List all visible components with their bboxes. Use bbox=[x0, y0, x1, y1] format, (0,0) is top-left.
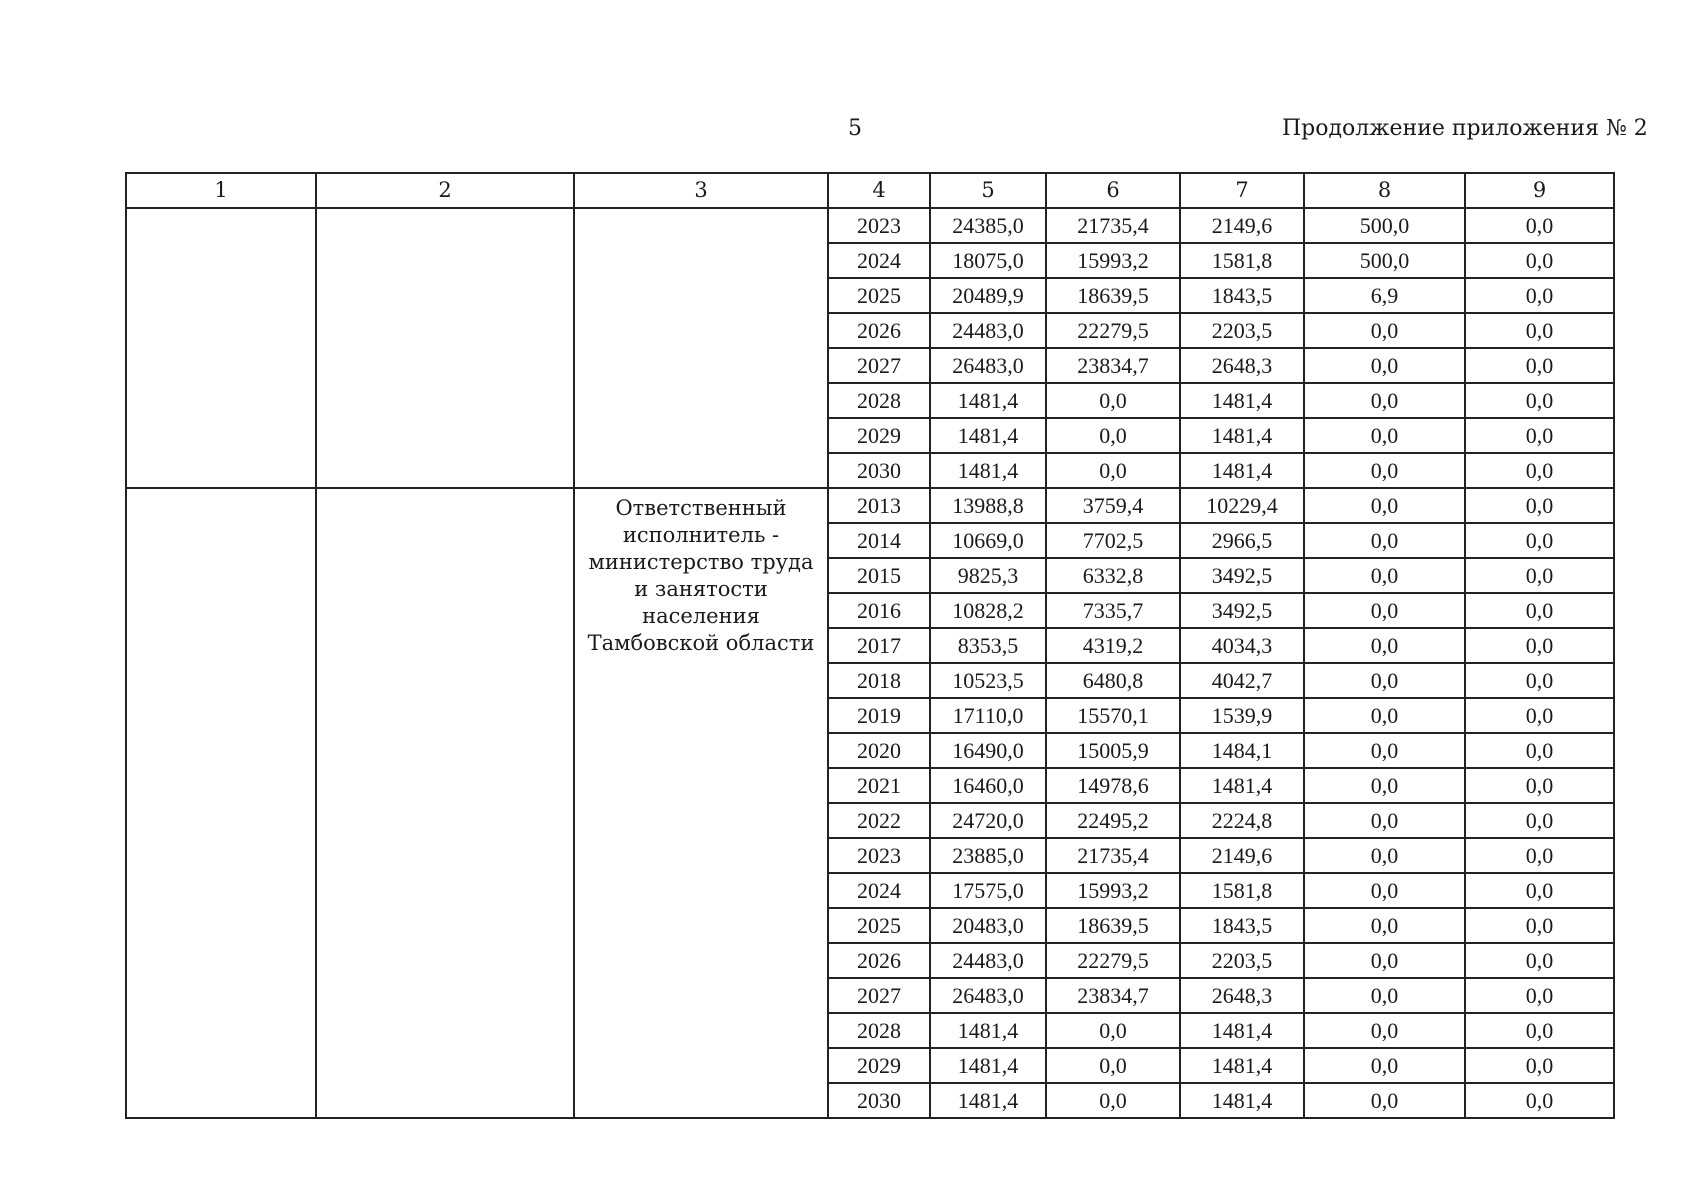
value-cell: 18639,5 bbox=[1046, 908, 1180, 943]
value-cell: 2149,6 bbox=[1180, 838, 1304, 873]
value-cell: 4034,3 bbox=[1180, 628, 1304, 663]
value-cell: 0,0 bbox=[1046, 1013, 1180, 1048]
value-cell: 0,0 bbox=[1304, 628, 1465, 663]
value-cell: 0,0 bbox=[1304, 488, 1465, 523]
value-cell: 2149,6 bbox=[1180, 208, 1304, 243]
value-cell: 0,0 bbox=[1465, 663, 1614, 698]
year-cell: 2028 bbox=[828, 1013, 930, 1048]
value-cell: 0,0 bbox=[1304, 768, 1465, 803]
value-cell: 15993,2 bbox=[1046, 243, 1180, 278]
year-cell: 2022 bbox=[828, 803, 930, 838]
value-cell: 0,0 bbox=[1046, 418, 1180, 453]
value-cell: 22279,5 bbox=[1046, 313, 1180, 348]
value-cell: 0,0 bbox=[1465, 208, 1614, 243]
value-cell: 16490,0 bbox=[930, 733, 1046, 768]
budget-table bbox=[125, 172, 1615, 1119]
value-cell: 1581,8 bbox=[1180, 243, 1304, 278]
value-cell: 0,0 bbox=[1304, 873, 1465, 908]
value-cell: 1843,5 bbox=[1180, 278, 1304, 313]
value-cell: 0,0 bbox=[1304, 943, 1465, 978]
value-cell: 2224,8 bbox=[1180, 803, 1304, 838]
value-cell: 15005,9 bbox=[1046, 733, 1180, 768]
value-cell: 1481,4 bbox=[930, 453, 1046, 488]
value-cell: 24385,0 bbox=[930, 208, 1046, 243]
value-cell: 0,0 bbox=[1465, 593, 1614, 628]
value-cell: 1481,4 bbox=[930, 1083, 1046, 1118]
year-cell: 2025 bbox=[828, 278, 930, 313]
column-header: 9 bbox=[1465, 173, 1614, 208]
value-cell: 2203,5 bbox=[1180, 313, 1304, 348]
value-cell: 0,0 bbox=[1465, 488, 1614, 523]
empty-merged-cell bbox=[126, 208, 316, 488]
value-cell: 0,0 bbox=[1304, 698, 1465, 733]
table-body bbox=[126, 208, 1614, 1118]
value-cell: 500,0 bbox=[1304, 243, 1465, 278]
value-cell: 0,0 bbox=[1304, 733, 1465, 768]
value-cell: 0,0 bbox=[1465, 313, 1614, 348]
value-cell: 23834,7 bbox=[1046, 978, 1180, 1013]
value-cell: 2648,3 bbox=[1180, 348, 1304, 383]
column-header: 6 bbox=[1046, 173, 1180, 208]
value-cell: 0,0 bbox=[1465, 243, 1614, 278]
responsible-executor-cell: Ответственный исполнитель - министерство труда и занятости населения Тамбовской области bbox=[574, 488, 828, 1118]
value-cell: 2203,5 bbox=[1180, 943, 1304, 978]
empty-merged-cell bbox=[316, 488, 574, 1118]
column-header: 5 bbox=[930, 173, 1046, 208]
value-cell: 10669,0 bbox=[930, 523, 1046, 558]
year-cell: 2030 bbox=[828, 1083, 930, 1118]
year-cell: 2023 bbox=[828, 208, 930, 243]
value-cell: 0,0 bbox=[1465, 628, 1614, 663]
value-cell: 0,0 bbox=[1465, 908, 1614, 943]
value-cell: 0,0 bbox=[1304, 418, 1465, 453]
empty-merged-cell bbox=[316, 208, 574, 488]
value-cell: 3759,4 bbox=[1046, 488, 1180, 523]
value-cell: 1843,5 bbox=[1180, 908, 1304, 943]
year-cell: 2026 bbox=[828, 943, 930, 978]
year-cell: 2029 bbox=[828, 1048, 930, 1083]
column-header: 1 bbox=[126, 173, 316, 208]
value-cell: 16460,0 bbox=[930, 768, 1046, 803]
empty-merged-cell bbox=[574, 208, 828, 488]
value-cell: 6480,8 bbox=[1046, 663, 1180, 698]
value-cell: 24720,0 bbox=[930, 803, 1046, 838]
value-cell: 0,0 bbox=[1465, 1083, 1614, 1118]
value-cell: 0,0 bbox=[1304, 593, 1465, 628]
value-cell: 1481,4 bbox=[1180, 453, 1304, 488]
value-cell: 6332,8 bbox=[1046, 558, 1180, 593]
value-cell: 4042,7 bbox=[1180, 663, 1304, 698]
value-cell: 0,0 bbox=[1304, 383, 1465, 418]
value-cell: 1481,4 bbox=[1180, 768, 1304, 803]
column-header: 4 bbox=[828, 173, 930, 208]
year-cell: 2021 bbox=[828, 768, 930, 803]
year-cell: 2019 bbox=[828, 698, 930, 733]
value-cell: 6,9 bbox=[1304, 278, 1465, 313]
table-row bbox=[126, 488, 1614, 523]
value-cell: 0,0 bbox=[1304, 838, 1465, 873]
column-header: 3 bbox=[574, 173, 828, 208]
value-cell: 0,0 bbox=[1465, 768, 1614, 803]
value-cell: 18075,0 bbox=[930, 243, 1046, 278]
value-cell: 21735,4 bbox=[1046, 208, 1180, 243]
value-cell: 10828,2 bbox=[930, 593, 1046, 628]
value-cell: 1481,4 bbox=[930, 383, 1046, 418]
value-cell: 3492,5 bbox=[1180, 593, 1304, 628]
value-cell: 1484,1 bbox=[1180, 733, 1304, 768]
value-cell: 23885,0 bbox=[930, 838, 1046, 873]
value-cell: 1581,8 bbox=[1180, 873, 1304, 908]
page-number: 5 bbox=[848, 116, 863, 141]
value-cell: 23834,7 bbox=[1046, 348, 1180, 383]
value-cell: 1481,4 bbox=[1180, 383, 1304, 418]
value-cell: 0,0 bbox=[1304, 978, 1465, 1013]
value-cell: 0,0 bbox=[1304, 803, 1465, 838]
year-cell: 2028 bbox=[828, 383, 930, 418]
value-cell: 24483,0 bbox=[930, 313, 1046, 348]
value-cell: 1481,4 bbox=[930, 418, 1046, 453]
value-cell: 4319,2 bbox=[1046, 628, 1180, 663]
value-cell: 8353,5 bbox=[930, 628, 1046, 663]
value-cell: 0,0 bbox=[1046, 453, 1180, 488]
year-cell: 2023 bbox=[828, 838, 930, 873]
table-row bbox=[126, 208, 1614, 243]
value-cell: 0,0 bbox=[1304, 1013, 1465, 1048]
value-cell: 1481,4 bbox=[1180, 1013, 1304, 1048]
value-cell: 0,0 bbox=[1304, 1083, 1465, 1118]
value-cell: 17110,0 bbox=[930, 698, 1046, 733]
value-cell: 0,0 bbox=[1465, 558, 1614, 593]
value-cell: 24483,0 bbox=[930, 943, 1046, 978]
value-cell: 0,0 bbox=[1465, 943, 1614, 978]
value-cell: 20489,9 bbox=[930, 278, 1046, 313]
value-cell: 0,0 bbox=[1304, 908, 1465, 943]
value-cell: 0,0 bbox=[1304, 523, 1465, 558]
value-cell: 0,0 bbox=[1465, 523, 1614, 558]
value-cell: 0,0 bbox=[1465, 1048, 1614, 1083]
value-cell: 1539,9 bbox=[1180, 698, 1304, 733]
value-cell: 0,0 bbox=[1465, 383, 1614, 418]
value-cell: 500,0 bbox=[1304, 208, 1465, 243]
value-cell: 0,0 bbox=[1304, 558, 1465, 593]
value-cell: 7335,7 bbox=[1046, 593, 1180, 628]
value-cell: 10229,4 bbox=[1180, 488, 1304, 523]
value-cell: 14978,6 bbox=[1046, 768, 1180, 803]
year-cell: 2013 bbox=[828, 488, 930, 523]
value-cell: 15993,2 bbox=[1046, 873, 1180, 908]
value-cell: 9825,3 bbox=[930, 558, 1046, 593]
value-cell: 26483,0 bbox=[930, 978, 1046, 1013]
value-cell: 0,0 bbox=[1304, 1048, 1465, 1083]
year-cell: 2030 bbox=[828, 453, 930, 488]
value-cell: 22495,2 bbox=[1046, 803, 1180, 838]
value-cell: 0,0 bbox=[1465, 1013, 1614, 1048]
year-cell: 2024 bbox=[828, 243, 930, 278]
value-cell: 0,0 bbox=[1046, 383, 1180, 418]
year-cell: 2016 bbox=[828, 593, 930, 628]
value-cell: 0,0 bbox=[1046, 1083, 1180, 1118]
value-cell: 17575,0 bbox=[930, 873, 1046, 908]
column-header: 7 bbox=[1180, 173, 1304, 208]
year-cell: 2027 bbox=[828, 348, 930, 383]
value-cell: 1481,4 bbox=[930, 1013, 1046, 1048]
value-cell: 0,0 bbox=[1304, 348, 1465, 383]
year-cell: 2026 bbox=[828, 313, 930, 348]
value-cell: 0,0 bbox=[1465, 418, 1614, 453]
column-header: 8 bbox=[1304, 173, 1465, 208]
year-cell: 2015 bbox=[828, 558, 930, 593]
year-cell: 2029 bbox=[828, 418, 930, 453]
year-cell: 2020 bbox=[828, 733, 930, 768]
value-cell: 0,0 bbox=[1304, 313, 1465, 348]
value-cell: 18639,5 bbox=[1046, 278, 1180, 313]
year-cell: 2014 bbox=[828, 523, 930, 558]
value-cell: 1481,4 bbox=[1180, 418, 1304, 453]
value-cell: 3492,5 bbox=[1180, 558, 1304, 593]
value-cell: 0,0 bbox=[1465, 978, 1614, 1013]
value-cell: 0,0 bbox=[1046, 1048, 1180, 1083]
value-cell: 0,0 bbox=[1465, 453, 1614, 488]
year-cell: 2025 bbox=[828, 908, 930, 943]
value-cell: 0,0 bbox=[1465, 698, 1614, 733]
value-cell: 2648,3 bbox=[1180, 978, 1304, 1013]
value-cell: 0,0 bbox=[1465, 803, 1614, 838]
appendix-continuation-note: Продолжение приложения № 2 bbox=[1282, 116, 1648, 141]
value-cell: 1481,4 bbox=[1180, 1083, 1304, 1118]
value-cell: 0,0 bbox=[1465, 873, 1614, 908]
value-cell: 1481,4 bbox=[930, 1048, 1046, 1083]
year-cell: 2018 bbox=[828, 663, 930, 698]
year-cell: 2027 bbox=[828, 978, 930, 1013]
value-cell: 0,0 bbox=[1465, 278, 1614, 313]
value-cell: 26483,0 bbox=[930, 348, 1046, 383]
value-cell: 2966,5 bbox=[1180, 523, 1304, 558]
value-cell: 7702,5 bbox=[1046, 523, 1180, 558]
year-cell: 2024 bbox=[828, 873, 930, 908]
column-number-row bbox=[126, 173, 1614, 208]
value-cell: 0,0 bbox=[1304, 453, 1465, 488]
value-cell: 1481,4 bbox=[1180, 1048, 1304, 1083]
value-cell: 15570,1 bbox=[1046, 698, 1180, 733]
value-cell: 13988,8 bbox=[930, 488, 1046, 523]
value-cell: 0,0 bbox=[1465, 838, 1614, 873]
value-cell: 22279,5 bbox=[1046, 943, 1180, 978]
value-cell: 21735,4 bbox=[1046, 838, 1180, 873]
value-cell: 10523,5 bbox=[930, 663, 1046, 698]
value-cell: 20483,0 bbox=[930, 908, 1046, 943]
column-header: 2 bbox=[316, 173, 574, 208]
value-cell: 0,0 bbox=[1304, 663, 1465, 698]
empty-merged-cell bbox=[126, 488, 316, 1118]
year-cell: 2017 bbox=[828, 628, 930, 663]
value-cell: 0,0 bbox=[1465, 733, 1614, 768]
value-cell: 0,0 bbox=[1465, 348, 1614, 383]
